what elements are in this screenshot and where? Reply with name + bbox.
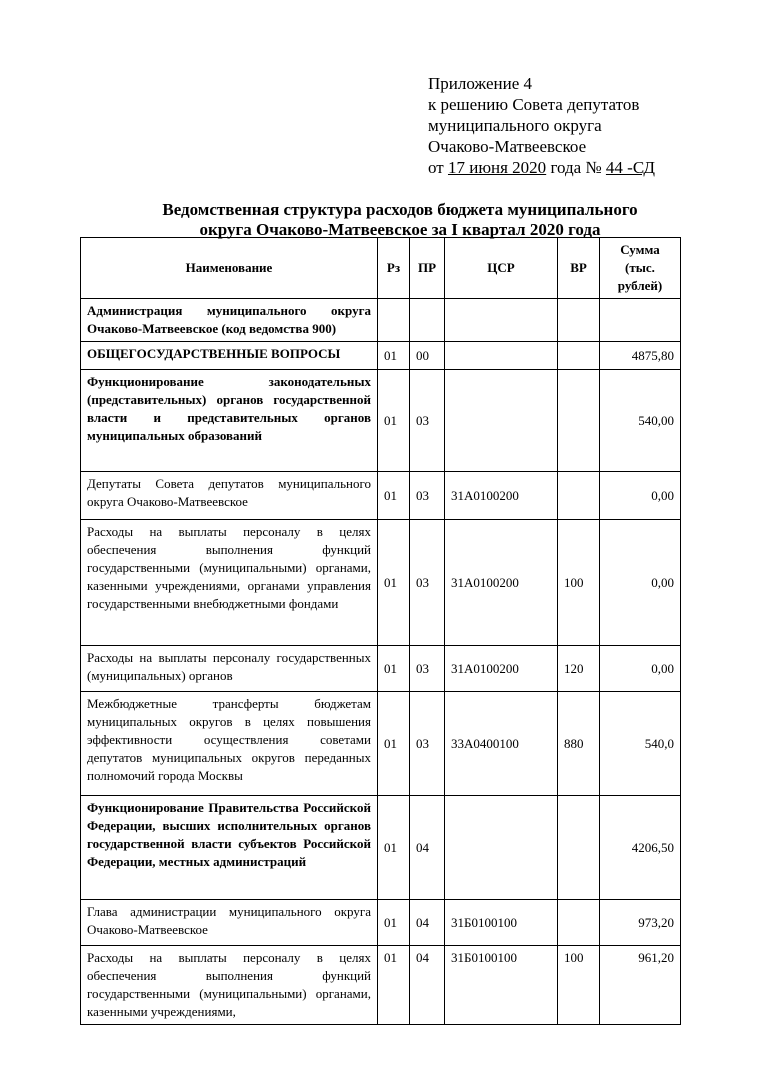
title-line-1: Ведомственная структура расходов бюджета муниципального: [162, 200, 638, 219]
table-header-row: [81, 238, 681, 299]
appendix-mid: года №: [546, 158, 606, 177]
appendix-date-line: [428, 157, 655, 178]
table-row: [81, 370, 681, 472]
row-vr: [558, 472, 600, 520]
row-vr: [558, 342, 600, 370]
row-name: Функционирование Правительства Российской Федерации, высших исполнительных органов государственной власти субъектов Российской Федерации, местных администраций: [81, 796, 378, 900]
row-csr: [445, 299, 558, 342]
header-pr: ПР: [410, 238, 445, 299]
row-pr: [410, 299, 445, 342]
row-name: Депутаты Совета депутатов муниципального округа Очаково-Матвеевское: [81, 472, 378, 520]
row-sum: 540,00: [600, 370, 681, 472]
header-csr: ЦСР: [445, 238, 558, 299]
decision-number: 44 -СД: [605, 158, 655, 177]
row-sum: 540,0: [600, 692, 681, 796]
row-rz: 01: [378, 692, 410, 796]
row-vr: [558, 370, 600, 472]
appendix-line: Очаково-Матвеевское: [428, 137, 587, 156]
table-row: [81, 946, 681, 1025]
row-pr: 00: [410, 342, 445, 370]
row-name: Функционирование законодательных (представительных) органов государственной власти и представительных органов муниципальных образований: [81, 370, 378, 472]
row-rz: 01: [378, 342, 410, 370]
row-pr: 04: [410, 796, 445, 900]
row-vr: [558, 796, 600, 900]
row-name: Расходы на выплаты персоналу государственных (муниципальных) органов: [81, 646, 378, 692]
row-sum: [600, 299, 681, 342]
row-csr: 31А0100200: [445, 472, 558, 520]
table-row: [81, 342, 681, 370]
row-pr: 04: [410, 900, 445, 946]
row-name: Расходы на выплаты персоналу в целях обеспечения выполнения функций государственными (муниципальными) органами, казенными учреждениями,: [81, 946, 378, 1025]
row-vr: [558, 299, 600, 342]
row-name: ОБЩЕГОСУДАРСТВЕННЫЕ ВОПРОСЫ: [81, 342, 378, 370]
row-sum: 4206,50: [600, 796, 681, 900]
row-sum: 973,20: [600, 900, 681, 946]
row-rz: 01: [378, 900, 410, 946]
row-pr: 03: [410, 370, 445, 472]
appendix-line: к решению Совета депутатов: [428, 95, 640, 114]
row-pr: 03: [410, 472, 445, 520]
header-name: Наименование: [81, 238, 378, 299]
table-row: [81, 796, 681, 900]
row-sum: 0,00: [600, 646, 681, 692]
row-name: Глава администрации муниципального округа Очаково-Матвеевское: [81, 900, 378, 946]
expenditure-table: [80, 237, 681, 1025]
document-title: [80, 200, 720, 240]
row-csr: [445, 370, 558, 472]
header-sum: Сумма (тыс. рублей): [600, 238, 681, 299]
table-row: [81, 472, 681, 520]
row-csr: 31А0100200: [445, 646, 558, 692]
row-sum: 0,00: [600, 472, 681, 520]
row-pr: 03: [410, 646, 445, 692]
row-pr: 03: [410, 692, 445, 796]
appendix-prefix: от: [428, 158, 448, 177]
row-rz: 01: [378, 370, 410, 472]
row-csr: [445, 342, 558, 370]
header-rz: Рз: [378, 238, 410, 299]
appendix-line: муниципального округа: [428, 116, 602, 135]
appendix-block: [428, 73, 655, 178]
row-vr: 880: [558, 692, 600, 796]
row-sum: 0,00: [600, 520, 681, 646]
decision-date: 17 июня 2020: [447, 158, 547, 177]
table-row: [81, 520, 681, 646]
row-name: Расходы на выплаты персоналу в целях обеспечения выполнения функций государственными (муниципальными) органами, казенными учреждениями, органами управления государственными внебюджетными фондами: [81, 520, 378, 646]
row-csr: 31Б0100100: [445, 946, 558, 1025]
row-vr: 100: [558, 520, 600, 646]
row-vr: 120: [558, 646, 600, 692]
row-rz: 01: [378, 946, 410, 1025]
table-row: [81, 692, 681, 796]
row-csr: [445, 796, 558, 900]
row-sum: 961,20: [600, 946, 681, 1025]
table-row: [81, 646, 681, 692]
row-csr: 31А0100200: [445, 520, 558, 646]
row-pr: 04: [410, 946, 445, 1025]
row-name: Администрация муниципального округа Очаково-Матвеевское (код ведомства 900): [81, 299, 378, 342]
row-rz: [378, 299, 410, 342]
header-vr: ВР: [558, 238, 600, 299]
row-vr: 100: [558, 946, 600, 1025]
row-rz: 01: [378, 520, 410, 646]
row-sum: 4875,80: [600, 342, 681, 370]
row-csr: 31Б0100100: [445, 900, 558, 946]
title-line-2: округа Очаково-Матвеевское за I квартал 2020 года: [199, 220, 601, 239]
row-csr: 33А0400100: [445, 692, 558, 796]
table-row: [81, 299, 681, 342]
row-rz: 01: [378, 646, 410, 692]
row-rz: 01: [378, 472, 410, 520]
row-vr: [558, 900, 600, 946]
row-name: Межбюджетные трансферты бюджетам муниципальных округов в целях повышения эффективности осуществления советами депутатов муниципальных округов переданных полномочий города Москвы: [81, 692, 378, 796]
row-rz: 01: [378, 796, 410, 900]
table-row: [81, 900, 681, 946]
row-pr: 03: [410, 520, 445, 646]
appendix-line: Приложение 4: [428, 74, 532, 93]
